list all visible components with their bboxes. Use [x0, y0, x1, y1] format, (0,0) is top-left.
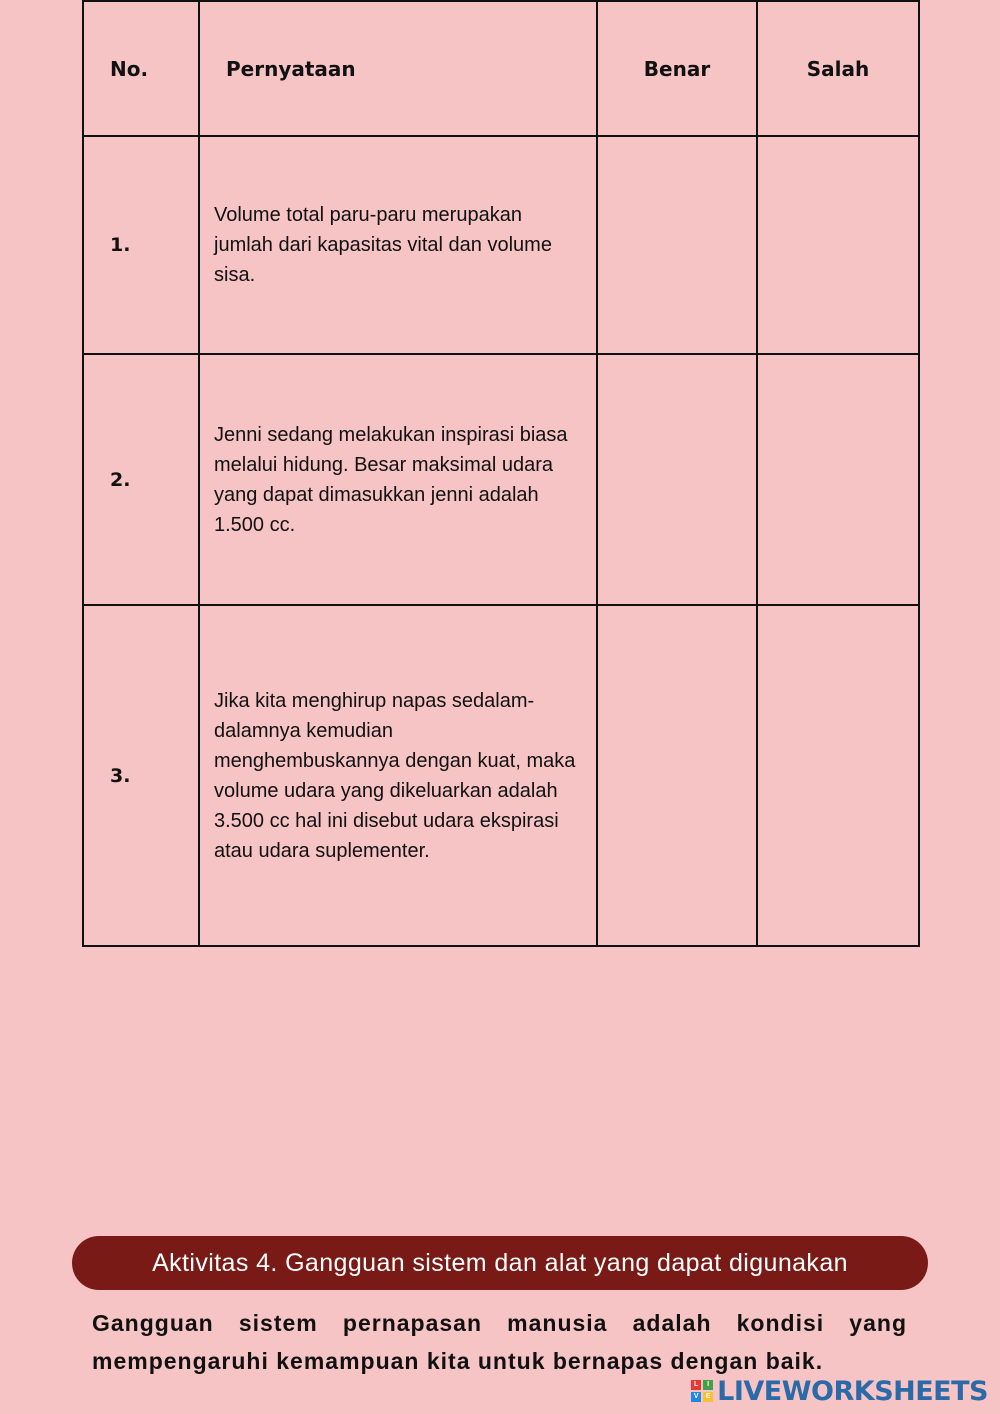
table-row [83, 354, 919, 605]
activity-title: Aktivitas 4. Gangguan sistem dan alat yang dapat digunakan [152, 1248, 848, 1277]
table-row [83, 605, 919, 946]
row-number: 2. [83, 354, 199, 605]
paragraph-line: Gangguan sistem pernapasan manusia adalah kondisi yang [92, 1310, 907, 1336]
logo-tile: L [691, 1380, 701, 1390]
table-row [83, 136, 919, 354]
brand-name: LIVEWORKSHEETS [717, 1375, 988, 1407]
row-number: 1. [83, 136, 199, 354]
logo-tile: I [703, 1380, 713, 1390]
logo-tile: E [703, 1392, 713, 1402]
header-true: Benar [597, 1, 757, 136]
liveworksheets-brand[interactable] [691, 1374, 988, 1408]
answer-false-cell[interactable] [757, 354, 919, 605]
answer-true-cell[interactable] [597, 354, 757, 605]
header-false: Salah [757, 1, 919, 136]
header-no: No. [83, 1, 199, 136]
row-statement: Volume total paru-paru merupakan jumlah dari kapasitas vital dan volume sisa. [199, 136, 597, 354]
activity-paragraph [92, 1304, 907, 1380]
table-header-row [83, 1, 919, 136]
row-statement: Jika kita menghirup napas sedalam-dalamnya kemudian menghembuskannya dengan kuat, maka volume udara yang dikeluarkan adalah 3.500 cc hal ini disebut udara ekspirasi atau udara suplementer. [199, 605, 597, 946]
answer-false-cell[interactable] [757, 605, 919, 946]
row-number: 3. [83, 605, 199, 946]
statement-table [82, 0, 920, 947]
row-statement: Jenni sedang melakukan inspirasi biasa melalui hidung. Besar maksimal udara yang dapat dimasukkan jenni adalah 1.500 cc. [199, 354, 597, 605]
answer-true-cell[interactable] [597, 605, 757, 946]
header-statement: Pernyataan [199, 1, 597, 136]
activity-title-banner [72, 1236, 928, 1290]
answer-false-cell[interactable] [757, 136, 919, 354]
logo-tile: V [691, 1392, 701, 1402]
answer-true-cell[interactable] [597, 136, 757, 354]
liveworksheets-logo-icon [691, 1380, 713, 1402]
paragraph-line: mempengaruhi kemampuan kita untuk bernapas dengan baik. [92, 1348, 824, 1374]
